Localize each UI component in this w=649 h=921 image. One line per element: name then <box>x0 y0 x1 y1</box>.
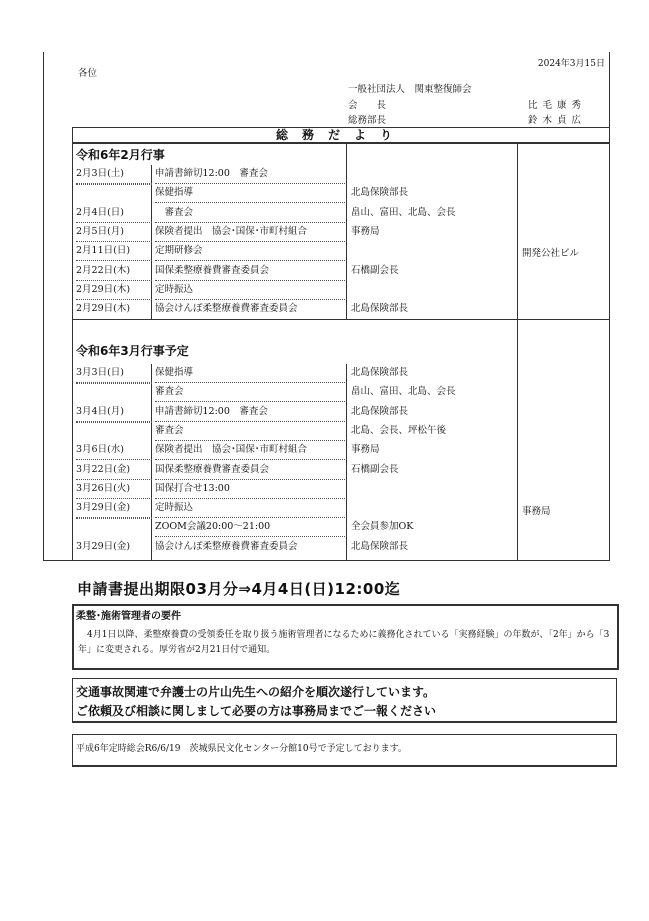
name-president: 比 毛 康 秀 <box>528 100 583 111</box>
row-event: 協会けんぽ柔整療養費審査委員会 <box>155 540 298 552</box>
table-row <box>73 242 517 260</box>
row-event: 審査会 <box>155 422 345 441</box>
row-person: 事務局 <box>351 225 380 237</box>
notice-general-meeting-text: 平成6年定時総会R6/6/19 茨城県民文化センター分館10号で予定しております。 <box>76 744 407 754</box>
row-event: 保険者提出 協会･国保･市町村組合 <box>155 223 345 242</box>
row-person: 北島保険部長 <box>351 367 409 378</box>
feb-heading: 令和6年2月行事 <box>76 148 165 162</box>
row-person: 石橋副会長 <box>351 463 399 475</box>
row-date <box>76 184 152 185</box>
row-person: 北島保険部長 <box>351 405 409 417</box>
feb-venue-note: 開発公社ビル <box>522 248 580 259</box>
row-event: 審査会 <box>155 383 345 402</box>
mar-section <box>72 319 609 560</box>
mar-heading: 令和6年3月行事予定 <box>76 344 189 358</box>
row-event: 協会けんぽ柔整療養費審査委員会 <box>155 303 298 315</box>
row-date: 3月4日(月) <box>76 403 152 422</box>
row-event: 申請書締切12:00 審査会 <box>155 165 345 184</box>
row-person: 全会員参加OK <box>351 521 414 533</box>
table-row <box>73 499 517 517</box>
notice-requirements-body: 4月1日以降、柔整療養費の受領委任を取り扱う施術管理者になるために義務化されている「実務経験」の年数が、「2年」から「3年」に変更される。厚労省が2月21日付で通知。 <box>78 630 610 655</box>
table-row <box>73 422 517 440</box>
row-event: 国保柔整療養費審査委員会 <box>155 262 345 281</box>
feb-section <box>72 143 609 320</box>
table-row <box>73 538 517 556</box>
row-date: 3月22日(金) <box>76 461 152 480</box>
table-row <box>73 441 517 459</box>
table-row <box>73 403 517 421</box>
notice-traffic-line1: 交通事故関連で弁護士の片山先生への紹介を順次遂行しています。 <box>76 685 436 699</box>
row-date <box>76 518 152 519</box>
row-person: 北島、会長、坪松午後 <box>351 424 447 436</box>
row-person: 北島保険部長 <box>351 187 409 199</box>
notice-requirements-heading: 柔整･施術管理者の要件 <box>76 611 181 622</box>
role-president: 会 長 <box>348 100 387 111</box>
table-row <box>73 204 517 222</box>
row-date: 2月29日(木) <box>76 281 152 300</box>
row-event: 国保打合せ13:00 <box>155 480 345 499</box>
row-person: 畠山、富田、北島、会長 <box>351 386 456 398</box>
table-row <box>73 223 517 241</box>
row-event: 保険者提出 協会･国保･市町村組合 <box>155 441 345 460</box>
notice-requirements <box>72 604 619 670</box>
row-date: 3月3日(日) <box>76 364 152 383</box>
table-row <box>73 383 517 401</box>
notice-general-meeting <box>72 734 617 767</box>
mar-venue-note: 事務局 <box>522 506 551 517</box>
row-date: 3月29日(金) <box>76 540 131 552</box>
row-date <box>76 383 152 384</box>
table-row <box>73 518 517 536</box>
table-row <box>73 480 517 498</box>
table-row <box>73 300 517 318</box>
row-event: 定期研修会 <box>155 242 345 261</box>
row-event: 申請書締切12:00 審査会 <box>155 403 345 422</box>
row-event: 国保柔整療養費審査委員会 <box>155 461 345 480</box>
addressee: 各位 <box>78 68 98 79</box>
row-person: 石橋副会長 <box>351 264 399 276</box>
table-row <box>73 165 517 183</box>
name-general-affairs: 鈴 木 貞 広 <box>528 115 583 126</box>
row-event: 保健指導 <box>155 364 345 383</box>
row-person: 畠山、富田、北島、会長 <box>351 206 456 218</box>
row-date: 3月6日(水) <box>76 441 152 460</box>
row-date <box>76 422 152 423</box>
notice-traffic-line2: ご依頼及び相談に関しまして必要の方は事務局までご一報ください <box>76 704 437 718</box>
role-general-affairs: 総務部長 <box>348 115 387 126</box>
row-event: 定時振込 <box>155 281 345 300</box>
table-row <box>73 262 517 280</box>
table-row <box>73 364 517 382</box>
row-event: 審査会 <box>155 204 345 223</box>
row-person: 北島保険部長 <box>351 540 409 552</box>
row-event: ZOOM会議20:00～21:00 <box>155 518 345 537</box>
row-date: 2月29日(木) <box>76 303 131 315</box>
row-date: 2月4日(日) <box>76 204 152 223</box>
row-date: 2月5日(月) <box>76 223 152 242</box>
submission-deadline: 申請書提出期限03月分⇒4月4日(日)12:00迄 <box>77 580 401 598</box>
row-date: 3月29日(金) <box>76 499 152 518</box>
newsletter-title: 総務だより <box>72 127 610 144</box>
issue-date: 2024年3月15日 <box>537 59 605 69</box>
table-row <box>73 281 517 299</box>
table-row <box>73 461 517 479</box>
organization-name: 一般社団法人 関東整復師会 <box>348 84 472 95</box>
row-event: 定時振込 <box>155 499 345 518</box>
table-row <box>73 184 517 202</box>
row-date: 2月3日(土) <box>76 165 152 184</box>
row-event: 保健指導 <box>155 184 345 203</box>
row-person: 北島保険部長 <box>351 303 409 315</box>
notice-traffic-accident <box>72 678 617 723</box>
row-date: 2月22日(木) <box>76 262 152 281</box>
row-person: 事務局 <box>351 444 380 456</box>
row-date: 3月26日(火) <box>76 480 152 499</box>
row-date: 2月11日(日) <box>76 242 152 261</box>
